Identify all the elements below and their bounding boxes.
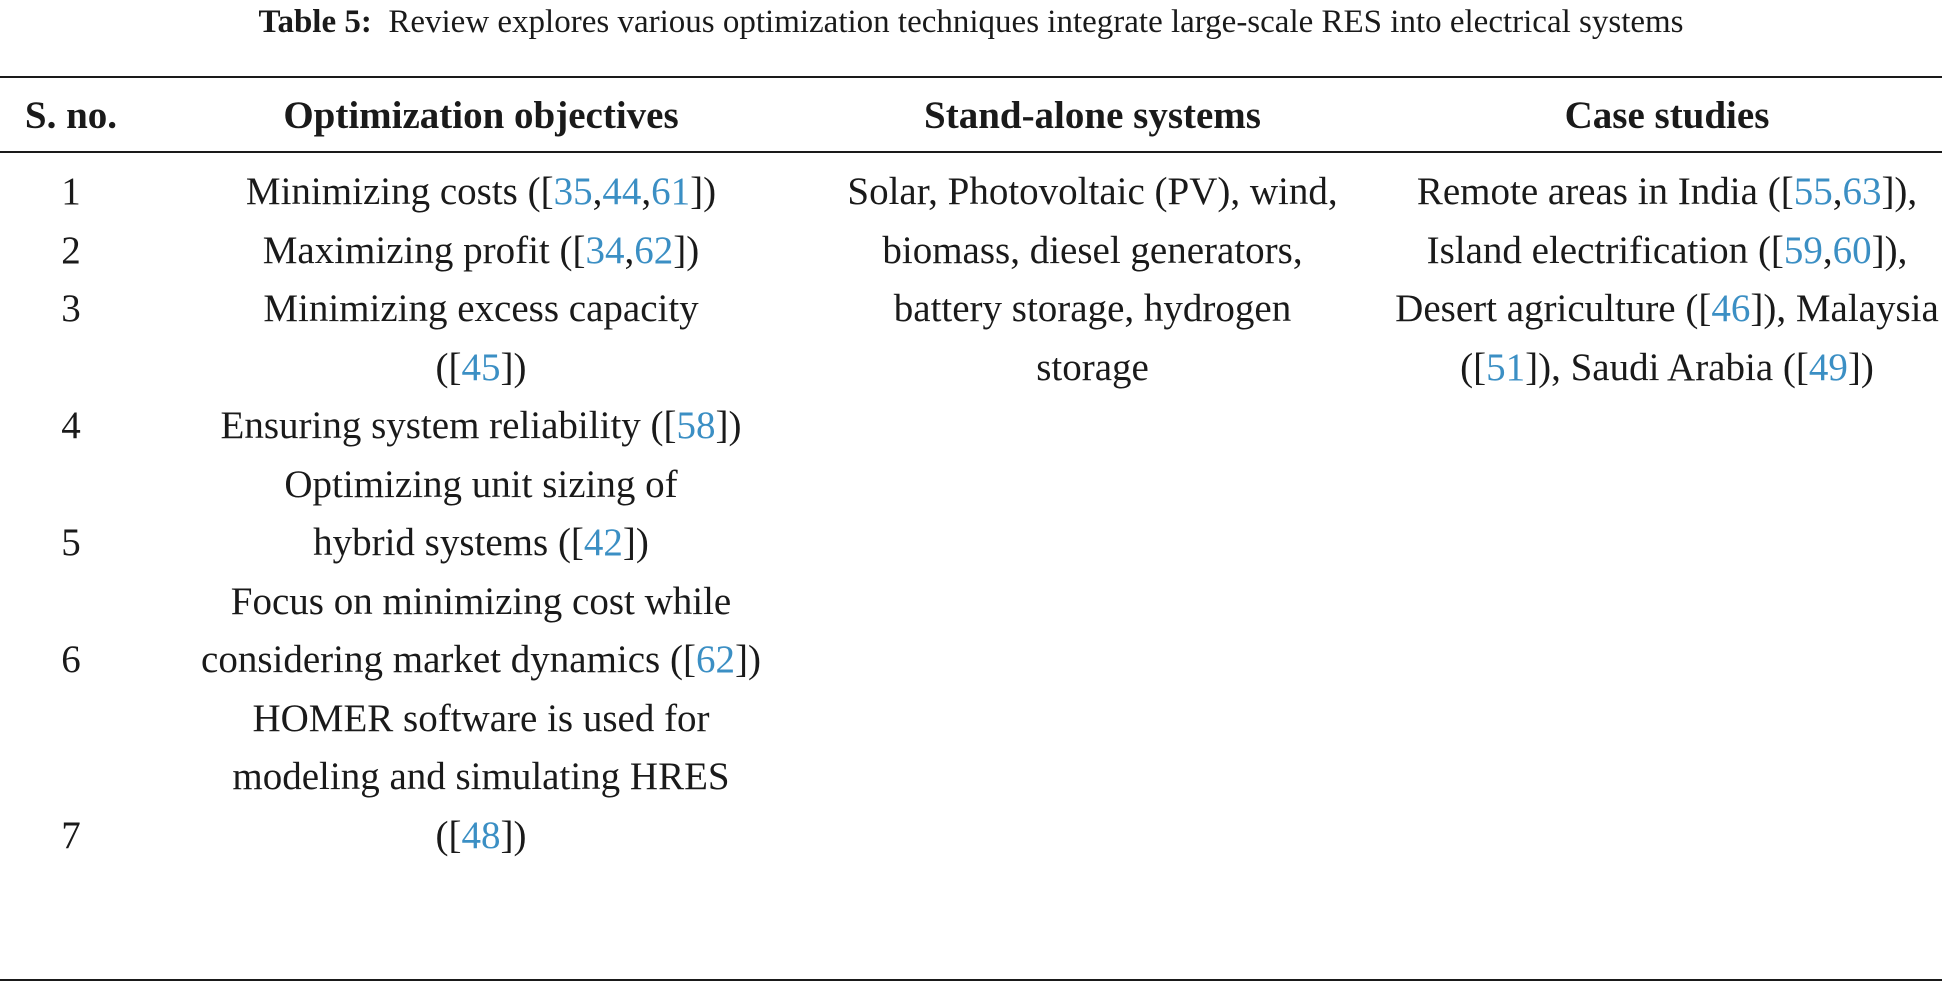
objective-cell: Focus on minimizing cost while considering market dynamics ([62]) bbox=[201, 579, 761, 681]
sno-cell: 4 bbox=[61, 404, 81, 447]
header-rule bbox=[0, 151, 1942, 153]
sno-cell: 5 bbox=[61, 521, 81, 564]
sno-cell: 6 bbox=[61, 638, 81, 681]
column-objectives bbox=[170, 163, 792, 865]
citation-link[interactable]: 58 bbox=[676, 404, 716, 447]
citation-link[interactable]: 62 bbox=[634, 228, 674, 272]
sno-cell: 1 bbox=[61, 170, 81, 213]
citation-link[interactable]: 59 bbox=[1783, 228, 1823, 272]
top-rule bbox=[0, 76, 1942, 78]
citation-link[interactable]: 45 bbox=[461, 345, 501, 389]
citation-link[interactable]: 61 bbox=[651, 170, 691, 213]
objective-cell: Optimizing unit sizing of hybrid systems ([42]) bbox=[284, 462, 678, 564]
sno-cell: 7 bbox=[61, 813, 81, 857]
citation-link[interactable]: 60 bbox=[1832, 228, 1872, 272]
citation-link[interactable]: 42 bbox=[583, 521, 623, 564]
citation-link[interactable]: 34 bbox=[585, 228, 625, 272]
citation-link[interactable]: 63 bbox=[1842, 170, 1882, 213]
column-sno bbox=[0, 163, 142, 982]
citation-link[interactable]: 35 bbox=[553, 170, 593, 213]
table-label: Table 5: bbox=[258, 4, 372, 40]
header-standalone: Stand-alone systems bbox=[924, 94, 1261, 137]
sno-cell: 3 bbox=[61, 287, 81, 330]
objective-cell: Minimizing costs ([35,44,61]) bbox=[245, 170, 717, 213]
sno-cell: 2 bbox=[61, 228, 81, 272]
column-standalone bbox=[820, 163, 1365, 397]
citation-link[interactable]: 48 bbox=[461, 813, 501, 857]
bottom-rule bbox=[0, 979, 1942, 981]
objective-cell: Maximizing profit ([34,62]) bbox=[262, 228, 700, 272]
standalone-cell: Solar, Photovoltaic (PV), wind, biomass, diesel generators, battery storage, hydrogen storage bbox=[847, 170, 1338, 389]
table-caption bbox=[0, 2, 1942, 42]
citation-link[interactable]: 46 bbox=[1711, 287, 1751, 330]
citation-link[interactable]: 49 bbox=[1808, 345, 1848, 389]
column-case-studies bbox=[1392, 163, 1942, 397]
header-sno: S. no. bbox=[24, 94, 118, 137]
objective-cell: Minimizing excess capacity ([45]) bbox=[263, 287, 699, 389]
objective-cell: HOMER software is used for modeling and simulating HRES ([48]) bbox=[232, 696, 730, 857]
citation-link[interactable]: 51 bbox=[1486, 345, 1526, 389]
case-studies-cell: Remote areas in India ([55,63]), Island electrification ([59,60]), Desert agriculture ([46]), Malaysia ([51]), Saudi Arabia ([49]) bbox=[1395, 170, 1939, 389]
citation-link[interactable]: 55 bbox=[1793, 170, 1833, 213]
citation-link[interactable]: 44 bbox=[602, 170, 642, 213]
objective-cell: Ensuring system reliability ([58]) bbox=[220, 404, 742, 447]
header-case-studies: Case studies bbox=[1564, 94, 1770, 137]
caption-text: Review explores various optimization techniques integrate large-scale RES into electrical systems bbox=[388, 4, 1684, 40]
citation-link[interactable]: 62 bbox=[695, 638, 735, 681]
header-objectives: Optimization objectives bbox=[283, 94, 679, 137]
